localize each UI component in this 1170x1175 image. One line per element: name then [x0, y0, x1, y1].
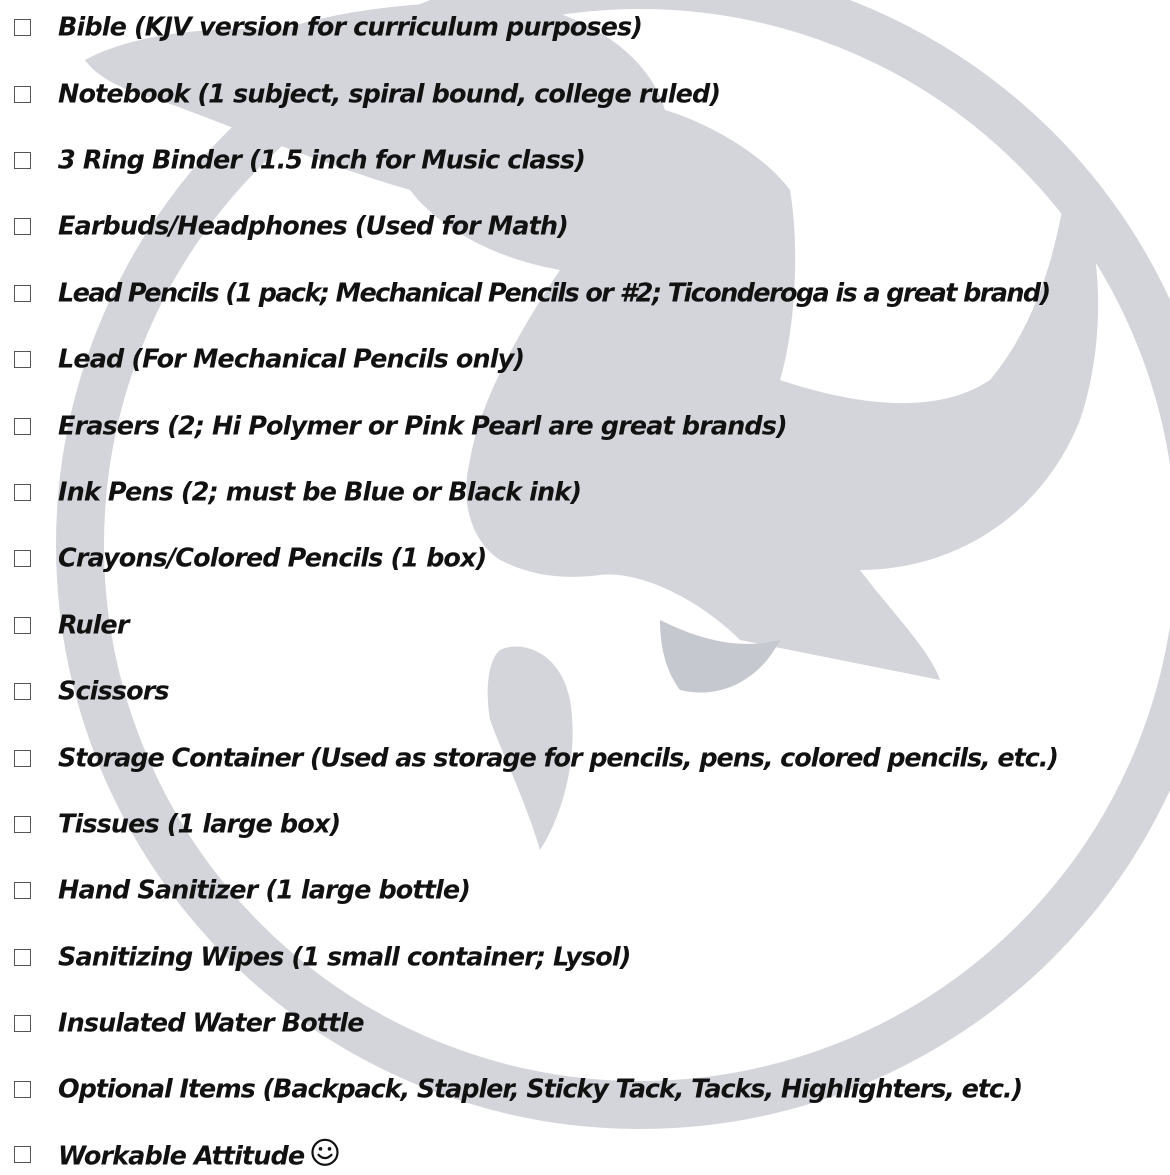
item-label: Insulated Water Bottle	[58, 1008, 364, 1039]
item-label: Notebook (1 subject, spiral bound, college ruled)	[58, 79, 721, 110]
checkbox-icon[interactable]	[14, 351, 31, 368]
checkbox-icon[interactable]	[14, 949, 31, 966]
item-label: Lead (For Mechanical Pencils only)	[58, 344, 525, 375]
list-item[interactable]	[0, 207, 1170, 247]
smiley-face-icon	[310, 1137, 340, 1167]
checkbox-icon[interactable]	[14, 683, 31, 700]
item-label-with-icon	[58, 1137, 340, 1171]
list-item[interactable]	[0, 539, 1170, 579]
list-item[interactable]	[0, 473, 1170, 513]
list-item[interactable]	[0, 739, 1170, 779]
list-item[interactable]	[0, 938, 1170, 978]
list-item[interactable]	[0, 75, 1170, 115]
list-item[interactable]	[0, 1135, 1170, 1175]
item-label: Erasers (2; Hi Polymer or Pink Pearl are great brands)	[58, 411, 787, 442]
list-item[interactable]	[0, 871, 1170, 911]
list-item[interactable]	[0, 407, 1170, 447]
checkbox-icon[interactable]	[14, 550, 31, 567]
item-label: Bible (KJV version for curriculum purposes)	[58, 12, 643, 43]
checkbox-icon[interactable]	[14, 152, 31, 169]
checkbox-icon[interactable]	[14, 218, 31, 235]
item-label: Optional Items (Backpack, Stapler, Sticky Tack, Tacks, Highlighters, etc.)	[58, 1074, 1023, 1105]
item-label: Lead Pencils (1 pack; Mechanical Pencils or #2; Ticonderoga is a great brand)	[58, 278, 1050, 309]
item-label: Ink Pens (2; must be Blue or Black ink)	[58, 477, 582, 508]
item-label: Tissues (1 large box)	[58, 809, 341, 840]
item-label: Sanitizing Wipes (1 small container; Lysol)	[58, 942, 631, 973]
checkbox-icon[interactable]	[14, 1015, 31, 1032]
list-item[interactable]	[0, 1070, 1170, 1110]
item-label: Scissors	[58, 676, 169, 707]
checkbox-icon[interactable]	[14, 816, 31, 833]
list-item[interactable]	[0, 606, 1170, 646]
checkbox-icon[interactable]	[14, 882, 31, 899]
item-label: Hand Sanitizer (1 large bottle)	[58, 875, 470, 906]
list-item[interactable]	[0, 1004, 1170, 1044]
checkbox-icon[interactable]	[14, 86, 31, 103]
item-label: Ruler	[58, 610, 129, 641]
item-label: Workable Attitude	[58, 1141, 305, 1172]
list-item[interactable]	[0, 141, 1170, 181]
checkbox-icon[interactable]	[14, 19, 31, 36]
checkbox-icon[interactable]	[14, 418, 31, 435]
item-label: Storage Container (Used as storage for pencils, pens, colored pencils, etc.)	[58, 743, 1058, 774]
checkbox-icon[interactable]	[14, 285, 31, 302]
item-label: Earbuds/Headphones (Used for Math)	[58, 211, 568, 242]
checkbox-icon[interactable]	[14, 617, 31, 634]
checkbox-icon[interactable]	[14, 1081, 31, 1098]
item-label: 3 Ring Binder (1.5 inch for Music class)	[58, 145, 585, 176]
list-item[interactable]	[0, 274, 1170, 314]
list-item[interactable]	[0, 8, 1170, 48]
list-item[interactable]	[0, 340, 1170, 380]
list-item[interactable]	[0, 672, 1170, 712]
item-label: Crayons/Colored Pencils (1 box)	[58, 543, 487, 574]
checkbox-icon[interactable]	[14, 484, 31, 501]
checkbox-icon[interactable]	[14, 750, 31, 767]
checkbox-icon[interactable]	[14, 1146, 31, 1163]
list-item[interactable]	[0, 805, 1170, 845]
